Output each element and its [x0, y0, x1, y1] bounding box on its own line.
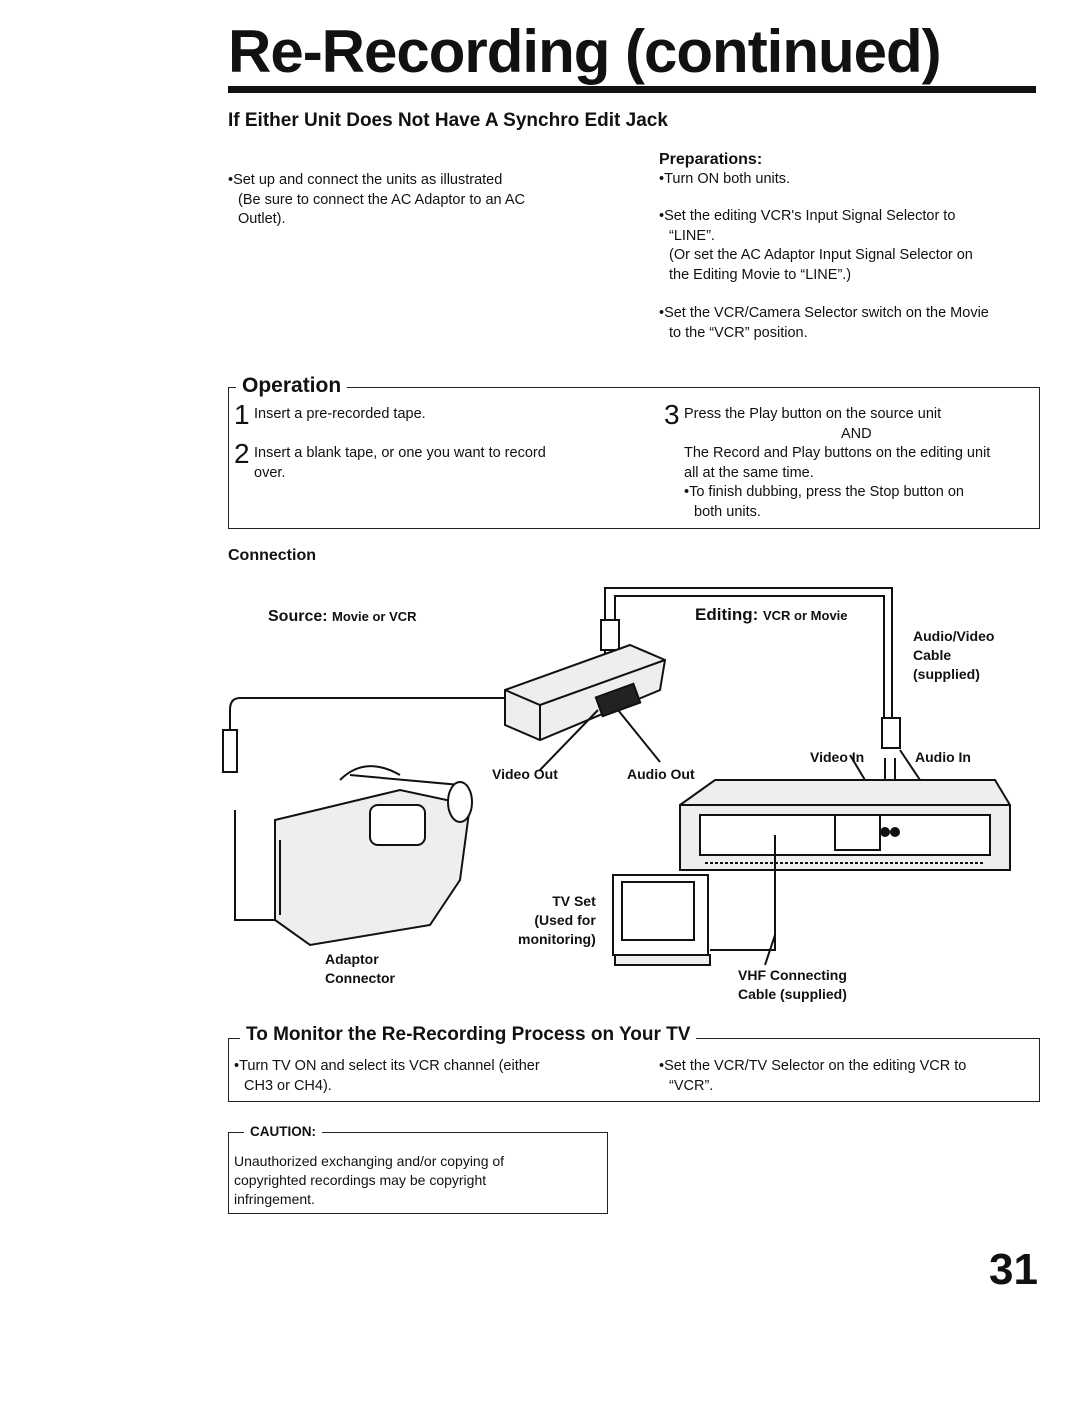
monitor-heading: To Monitor the Re-Recording Process on Your TV	[240, 1024, 696, 1046]
section-subtitle: If Either Unit Does Not Have A Synchro Edit Jack	[228, 110, 668, 131]
monitor-right-line-2: “VCR”.	[669, 1077, 714, 1094]
caution-text	[234, 1152, 604, 1209]
av-cable-label: Audio/Video Cable (supplied)	[913, 628, 995, 682]
operation-step-3	[664, 399, 1036, 522]
caution-heading: CAUTION:	[244, 1124, 322, 1139]
audio-out-label: Audio Out	[627, 766, 695, 782]
page-number: 31	[989, 1245, 1038, 1294]
operation-heading: Operation	[236, 374, 347, 398]
caution-line-2: copyrighted recordings may be copyright	[234, 1172, 487, 1188]
editing-label: Editing: VCR or Movie	[695, 605, 848, 624]
page-title: Re-Recording (continued)	[228, 18, 941, 85]
prep-item-1: •Turn ON both units.	[659, 170, 791, 187]
source-label: Source: Movie or VCR	[268, 608, 417, 625]
prep-item-2-line-2: “LINE”.	[669, 227, 715, 244]
video-out-label: Video Out	[492, 766, 558, 782]
preparations-heading: Preparations:	[659, 151, 763, 168]
connection-heading: Connection	[228, 547, 316, 564]
step-1-number: 1	[234, 399, 250, 430]
step-2-line-1: Insert a blank tape, or one you want to record	[254, 445, 546, 461]
step-1-text: Insert a pre-recorded tape.	[254, 406, 426, 422]
monitor-left-line-1: •Turn TV ON and select its VCR channel (either	[234, 1058, 540, 1074]
step-2-text	[254, 442, 546, 483]
step-3-line-1: Press the Play button on the source unit	[684, 406, 942, 422]
prep-item-3-line-2: to the “VCR” position.	[669, 324, 808, 341]
video-in-label: Video In	[810, 749, 865, 765]
step-3-text	[684, 403, 1034, 522]
step-2-number: 2	[234, 438, 250, 469]
vhf-cable-label: VHF Connecting Cable (supplied)	[738, 967, 847, 1002]
monitor-left	[234, 1057, 634, 1096]
prep-item-2-line-3: (Or set the AC Adaptor Input Signal Selector on	[669, 247, 973, 263]
prep-item-3-line-1: •Set the VCR/Camera Selector switch on the Movie	[659, 305, 989, 321]
prep-item-2-line-1: •Set the editing VCR's Input Signal Selector to	[659, 208, 956, 224]
operation-step-2	[234, 438, 634, 483]
step-3-line-5: both units.	[694, 503, 761, 520]
step-3-line-3: all at the same time.	[684, 464, 814, 481]
monitor-right	[659, 1057, 1037, 1096]
caution-line-1: Unauthorized exchanging and/or copying of	[234, 1153, 505, 1169]
setup-instructions	[228, 171, 628, 230]
tv-set-label: TV Set (Used for monitoring)	[518, 893, 596, 947]
step-3-and: AND	[841, 425, 872, 442]
monitor-right-line-1: •Set the VCR/TV Selector on the editing VCR to	[659, 1058, 967, 1074]
operation-step-1	[234, 399, 634, 430]
step-3-number: 3	[664, 399, 680, 430]
monitor-left-line-2: CH3 or CH4).	[244, 1077, 332, 1094]
caution-line-3: infringement.	[234, 1191, 315, 1207]
source-vcr-icon	[505, 645, 665, 740]
setup-line-2: (Be sure to connect the AC Adaptor to an AC	[238, 191, 525, 208]
setup-line-3: Outlet).	[238, 211, 286, 227]
adaptor-connector-label: Adaptor Connector	[325, 951, 395, 986]
step-3-line-2: The Record and Play buttons on the editing unit	[684, 445, 991, 461]
preparations-block	[659, 150, 1049, 343]
step-2-line-2: over.	[254, 464, 286, 481]
prep-item-2-line-4: the Editing Movie to “LINE”.)	[669, 266, 852, 283]
audio-in-label: Audio In	[915, 749, 971, 765]
step-3-line-4: •To finish dubbing, press the Stop button on	[684, 484, 964, 500]
title-rule	[228, 86, 1036, 93]
setup-line-1: •Set up and connect the units as illustrated	[228, 172, 503, 188]
